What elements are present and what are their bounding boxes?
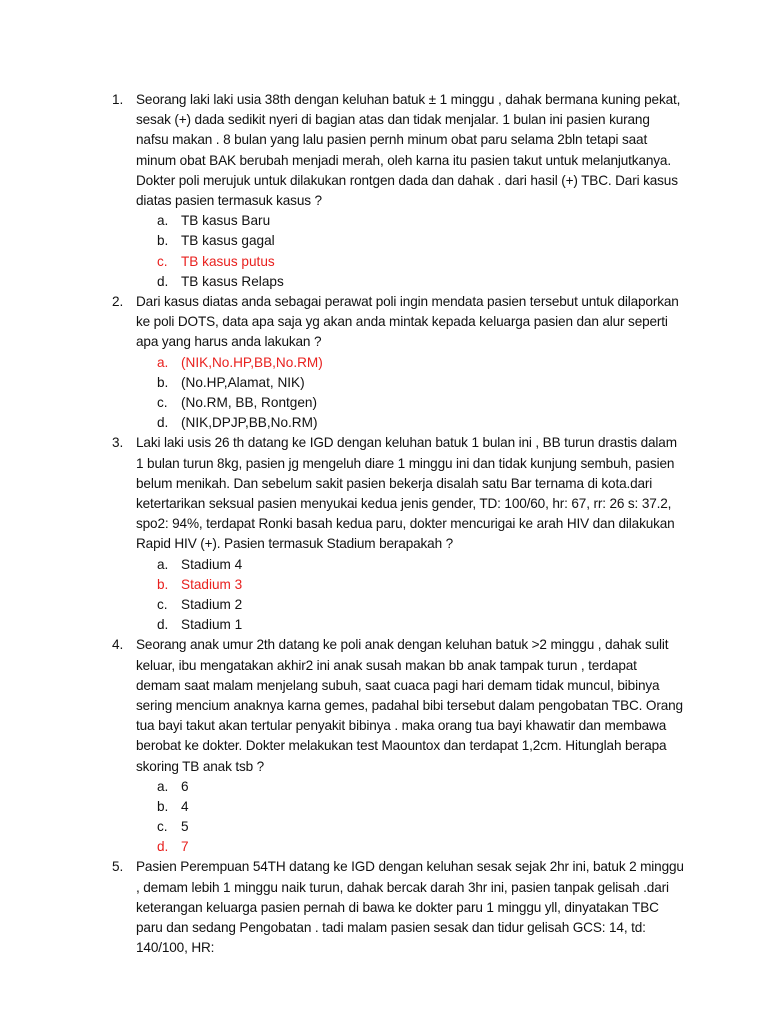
option-text: TB kasus Relaps xyxy=(181,273,284,289)
question-list xyxy=(0,90,768,958)
option-text: TB kasus Baru xyxy=(181,213,271,229)
option-list xyxy=(0,555,768,636)
option-text: 4 xyxy=(181,798,189,814)
option-letter: a. xyxy=(157,556,169,572)
option-item xyxy=(0,211,768,231)
question-4 xyxy=(0,635,768,857)
option-letter: d. xyxy=(157,273,169,289)
option-text: Stadium 2 xyxy=(181,596,243,612)
answer-option xyxy=(0,837,768,857)
option-text: (NIK,No.HP,BB,No.RM) xyxy=(181,354,323,370)
option-letter: b. xyxy=(157,233,169,249)
option-item xyxy=(0,272,768,292)
question-number: 4. xyxy=(112,637,124,653)
option-letter: d. xyxy=(157,415,169,431)
question-text: Laki laki usis 26 th datang ke IGD dengan keluhan batuk 1 bulan ini , BB turun drastis dalam 1 bulan turun 8kg, pasien jg mengeluh diare 1 minggu ini dan tidak kunjung sembuh, pasien belum menikah. Dan sebelum sakit pasien bekerja disalah satu Bar ternama di kota.dari ketertarikan seksual pasien menyukai kedua jenis gender, TD: 100/60, hr: 67, rr: 26 s: 37.2, spo2: 94%, terdapat Ronki basah kedua paru, dokter mencurigai ke arah HIV dan dilakukan Rapid HIV (+). Pasien termasuk Stadium berapakah ? xyxy=(136,435,677,552)
option-text: 5 xyxy=(181,819,189,835)
option-item xyxy=(0,393,768,413)
question-text: Seorang anak umur 2th datang ke poli anak dengan keluhan batuk >2 minggu , dahak sulit keluar, ibu mengatakan akhir2 ini anak susah makan bb anak tampak turun , terdapat demam saat malam menjelang subuh, saat cuaca pagi hari demam tidak muncul, bibinya sering mencium anaknya karna gemes, padahal bibi tersebut dalam pengobatan TBC. Orang tua bayi takut akan tertular penyakit bibinya . maka orang tua bayi khawatir dan membawa berobat ke dokter. Dokter melakukan test Maountox dan terdapat 1,2cm. Hitunglah berapa skoring TB anak tsb ? xyxy=(136,637,683,774)
option-text: Stadium 1 xyxy=(181,617,243,633)
option-letter: a. xyxy=(157,778,169,794)
option-letter: a. xyxy=(157,213,169,229)
question-5 xyxy=(0,857,768,958)
option-list xyxy=(0,211,768,292)
answer-option xyxy=(0,353,768,373)
option-text: TB kasus putus xyxy=(181,253,275,269)
option-text: 6 xyxy=(181,778,189,794)
question-2 xyxy=(0,292,768,433)
option-letter: b. xyxy=(157,576,169,592)
option-text: 7 xyxy=(181,839,189,855)
option-text: TB kasus gagal xyxy=(181,233,275,249)
option-letter: d. xyxy=(157,617,169,633)
question-text: Seorang laki laki usia 38th dengan keluhan batuk ± 1 minggu , dahak bermana kuning pekat, sesak (+) dada sedikit nyeri di bagian atas dan tidak menjalar. 1 bulan ini pasien kurang nafsu makan . 8 bulan yang lalu pasien pernh minum obat paru selama 2bln tetapi saat minum obat BAK berubah menjadi merah, oleh karna itu pasien takut untuk melanjutkanya. Dokter poli merujuk untuk dilakukan rontgen dada dan dahak . dari hasil (+) TBC. Dari kasus diatas pasien termasuk kasus ? xyxy=(136,92,681,209)
question-number: 1. xyxy=(112,92,124,107)
question-number: 2. xyxy=(112,293,124,309)
option-letter: c. xyxy=(157,253,168,269)
option-item xyxy=(0,595,768,615)
option-letter: a. xyxy=(157,354,169,370)
option-item xyxy=(0,373,768,393)
option-item xyxy=(0,777,768,797)
question-1 xyxy=(0,90,768,292)
question-number: 3. xyxy=(112,435,124,451)
option-letter: c. xyxy=(157,596,168,612)
option-item xyxy=(0,555,768,575)
question-text: Pasien Perempuan 54TH datang ke IGD dengan keluhan sesak sejak 2hr ini, batuk 2 minggu , demam lebih 1 minggu naik turun, dahak bercak darah 3hr ini, pasien tanpak gelisah .dari keterangan keluarga pasien pernah di bawa ke dokter paru 1 minggu yll, dinyatakan TBC paru dan sedang Pengobatan . tadi malam pasien sesak dan tidur gelisah GCS: 14, td: 140/100, HR: xyxy=(136,859,684,956)
answer-option xyxy=(0,252,768,272)
option-item xyxy=(0,231,768,251)
question-text: Dari kasus diatas anda sebagai perawat poli ingin mendata pasien tersebut untuk dilaporkan ke poli DOTS, data apa saja yg akan anda mintak kepada keluarga pasien dan alur seperti apa yang harus anda lakukan ? xyxy=(136,293,679,350)
option-letter: b. xyxy=(157,798,169,814)
option-text: Stadium 3 xyxy=(181,576,243,592)
option-letter: d. xyxy=(157,839,169,855)
option-item xyxy=(0,817,768,837)
option-item xyxy=(0,413,768,433)
option-text: Stadium 4 xyxy=(181,556,243,572)
question-number: 5. xyxy=(112,859,124,875)
option-list xyxy=(0,353,768,434)
option-item xyxy=(0,615,768,635)
answer-option xyxy=(0,575,768,595)
option-letter: b. xyxy=(157,374,169,390)
option-item xyxy=(0,797,768,817)
option-list xyxy=(0,777,768,858)
option-text: (NIK,DPJP,BB,No.RM) xyxy=(181,415,318,431)
option-text: (No.HP,Alamat, NIK) xyxy=(181,374,305,390)
option-text: (No.RM, BB, Rontgen) xyxy=(181,394,317,410)
question-3 xyxy=(0,433,768,635)
option-letter: c. xyxy=(157,394,168,410)
option-letter: c. xyxy=(157,819,168,835)
